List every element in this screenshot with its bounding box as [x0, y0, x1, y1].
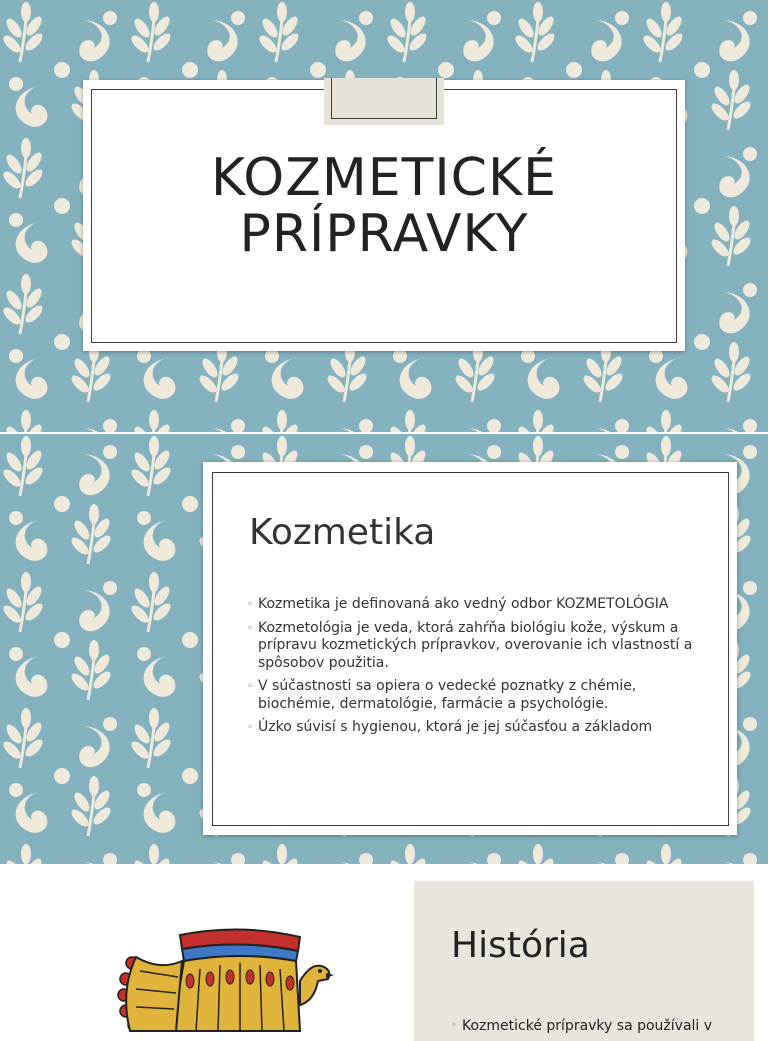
presentation-title: [83, 150, 685, 262]
title-line-1: KOZMETICKÉ: [211, 148, 557, 208]
kozmetika-slide: [0, 434, 768, 864]
bullet-text: Kozmetické prípravky sa používali v: [462, 1018, 713, 1034]
historia-panel: [414, 881, 754, 1041]
bullet-marker-icon: ◦: [247, 622, 253, 634]
bullet-marker-icon: ◦: [247, 599, 253, 610]
content-card: [203, 462, 737, 835]
bullet-text: V súčastnosti sa opiera o vedecké poznatky z chémie, biochémie, dermatológie, farmácie a psychológie.: [258, 678, 637, 712]
list-item: [247, 620, 707, 673]
title-line-2: PRÍPRAVKY: [239, 204, 529, 264]
bullet-list: [247, 596, 707, 743]
list-item: [451, 1017, 752, 1035]
title-card-tab: [324, 78, 444, 125]
title-slide: [0, 0, 768, 432]
list-item: [247, 678, 707, 713]
list-item: [247, 719, 707, 737]
slide-heading: Kozmetika: [249, 512, 436, 553]
bullet-text: Úzko súvisí s hygienou, ktorá je jej súčasťou a základom: [258, 719, 653, 735]
bullet-marker-icon: ◦: [247, 722, 253, 733]
egyptian-pharaoh-headdress-illustration: [100, 921, 340, 1031]
bullet-text: Kozmetológia je veda, ktorá zahŕňa biológiu kože, výskum a prípravu kozmetických prípravkov, overovanie ich vlastností a spôsobov použitia.: [258, 619, 693, 671]
bullet-marker-icon: ◦: [247, 681, 253, 692]
title-card: [83, 80, 685, 351]
list-item: [247, 596, 707, 614]
title-card-tab-frame: [331, 78, 437, 119]
bullet-text: Kozmetika je definovaná ako vedný odbor KOZMETOLÓGIA: [258, 596, 669, 612]
slide-heading: História: [451, 925, 590, 966]
historia-slide: [0, 866, 768, 1034]
bullet-marker-icon: ◦: [451, 1020, 457, 1031]
